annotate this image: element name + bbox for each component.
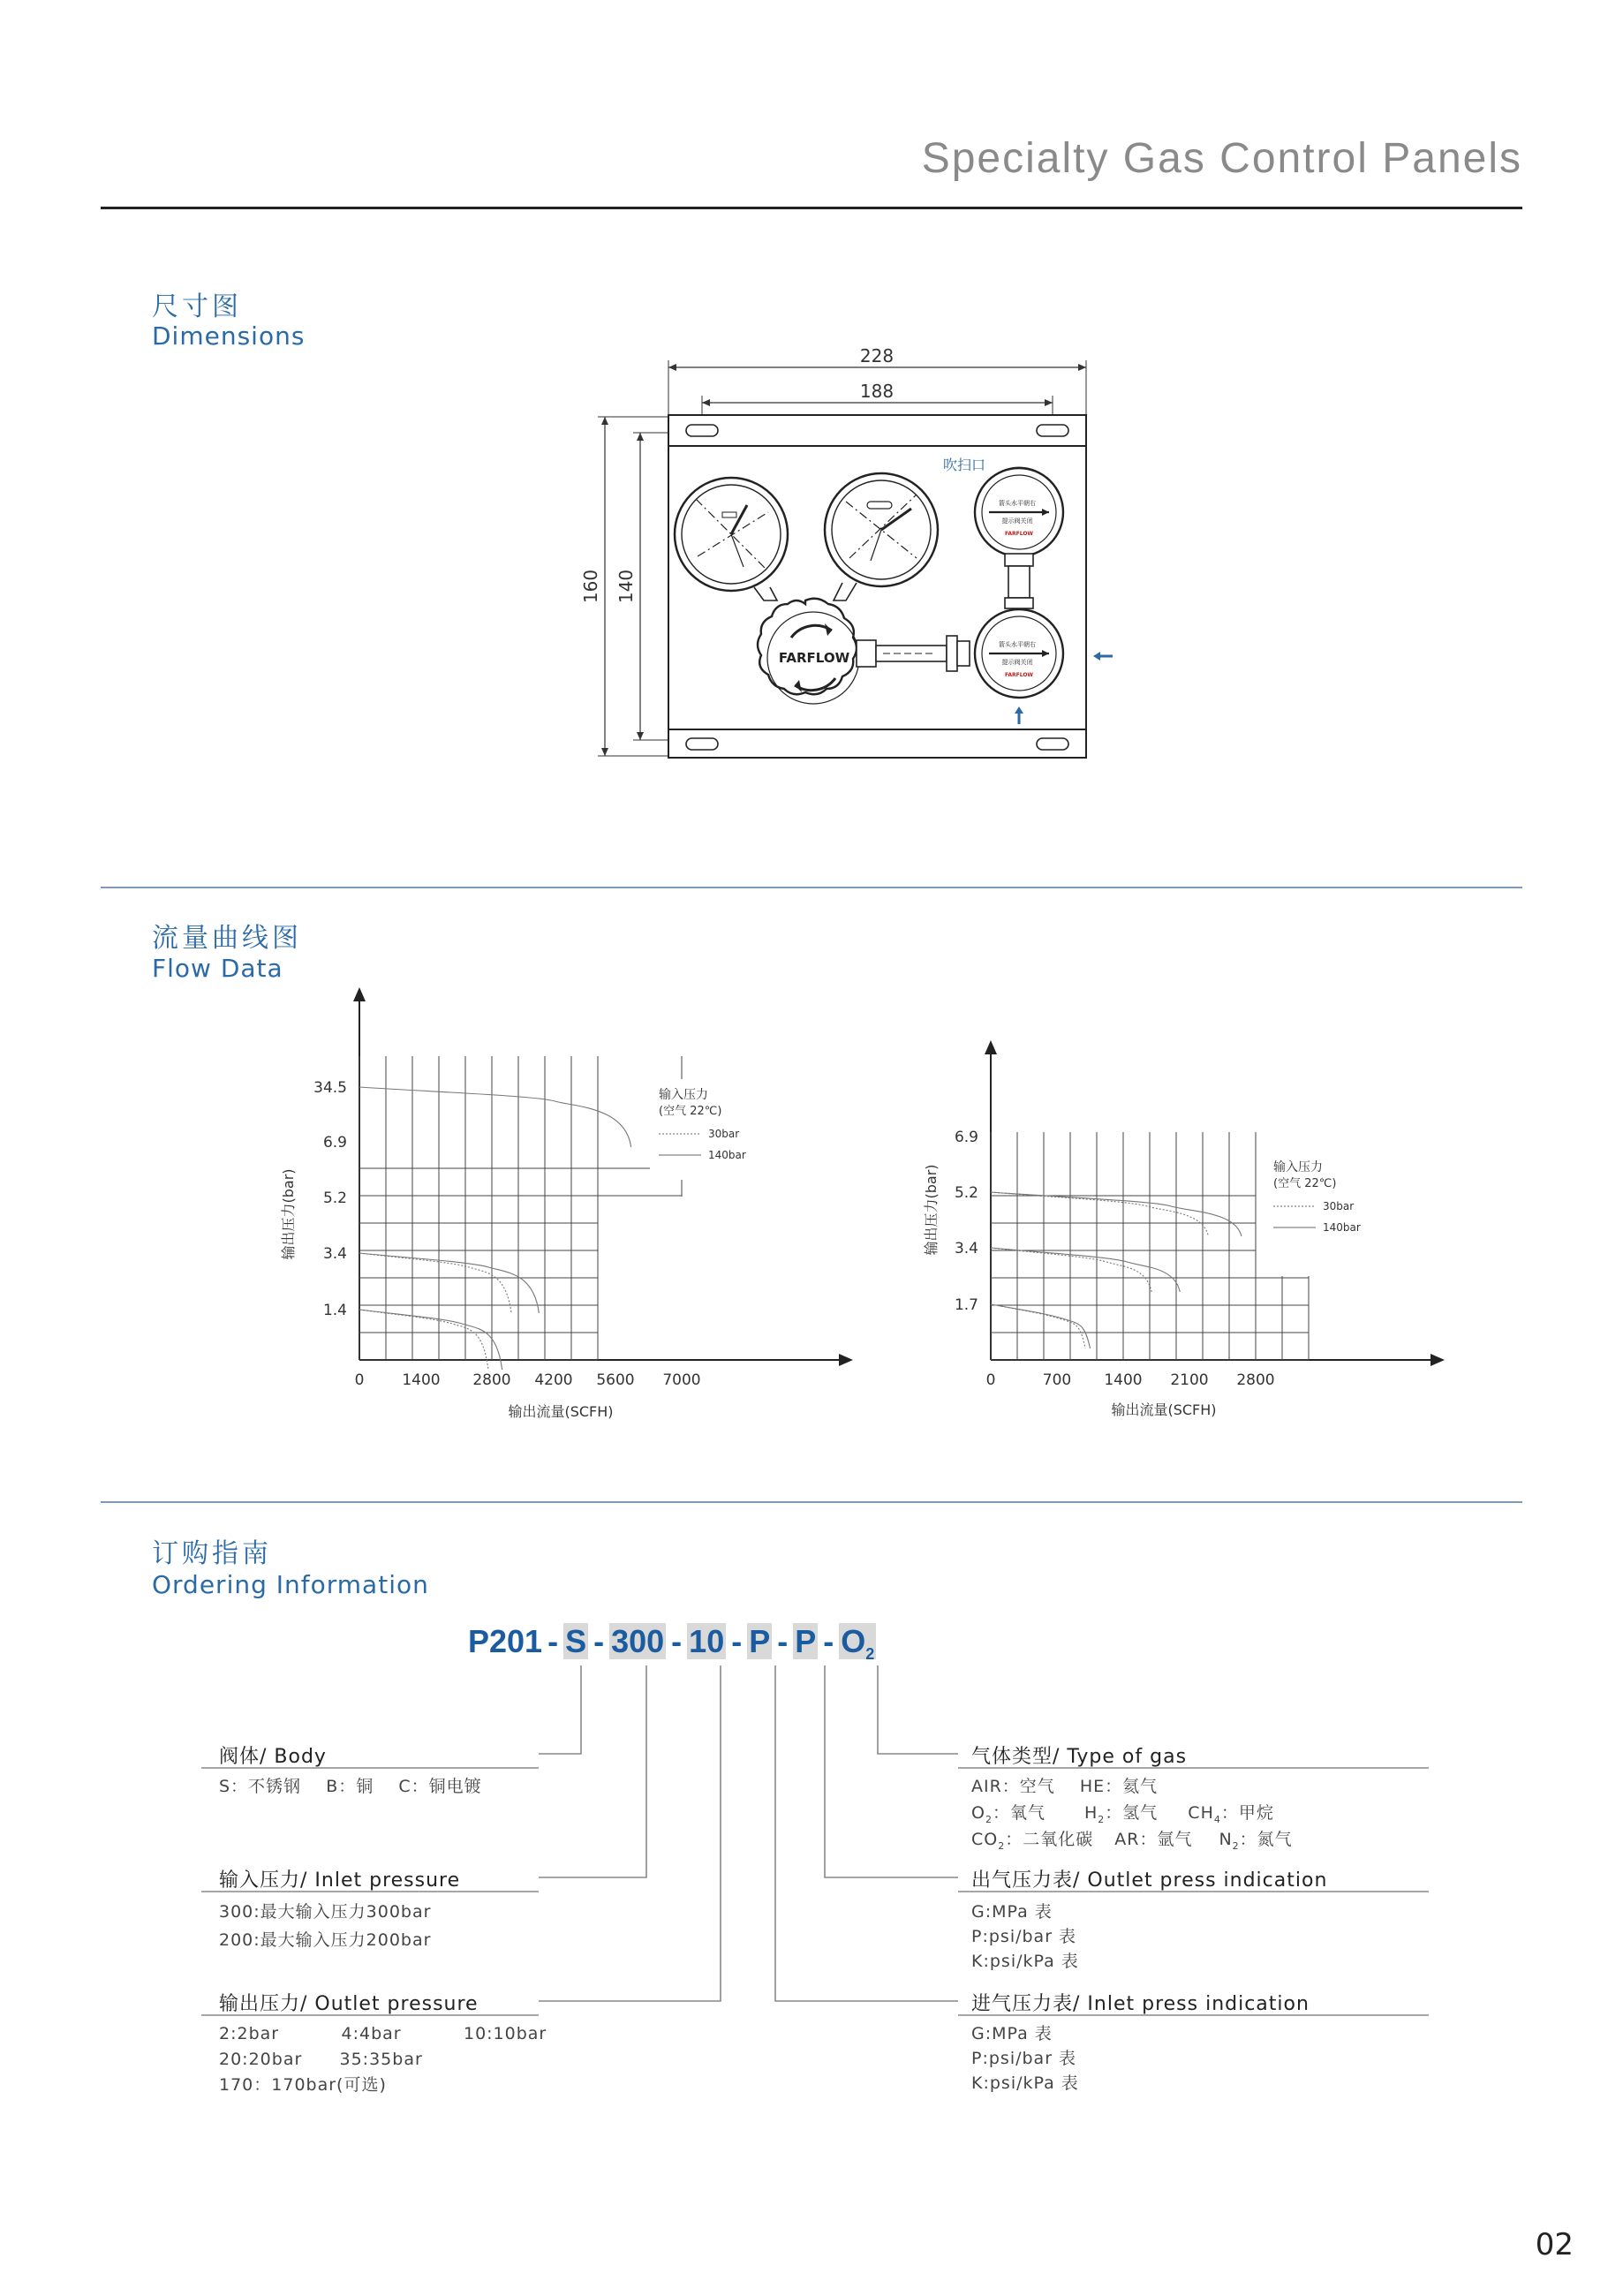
x-tick-label: 4200 bbox=[534, 1371, 573, 1389]
legend-label: 30bar bbox=[708, 1128, 740, 1140]
legend-label: 140bar bbox=[708, 1149, 746, 1161]
inlet-indication-option: G:MPa 表 bbox=[971, 2024, 1053, 2043]
dimensions-title-zh: 尺寸图 bbox=[152, 291, 242, 322]
gas-option: AIR：空气 bbox=[971, 1777, 1055, 1796]
curve-140bar bbox=[359, 1253, 539, 1313]
x-tick-label: 2800 bbox=[472, 1371, 511, 1389]
outlet-indication-option: K:psi/kPa 表 bbox=[971, 1952, 1079, 1971]
order-code bbox=[468, 1623, 876, 1664]
legend-subtitle: (空气 22℃) bbox=[1273, 1177, 1337, 1190]
gas-option: HE：氦气 bbox=[1079, 1777, 1159, 1796]
y-tick-label: 6.9 bbox=[954, 1129, 978, 1146]
x-tick-label: 2800 bbox=[1236, 1371, 1275, 1389]
dim-label-140: 140 bbox=[615, 569, 637, 604]
inlet-gauge bbox=[675, 478, 788, 591]
x-tick-label: 0 bbox=[354, 1371, 365, 1389]
code-inlet-indication: P bbox=[749, 1623, 771, 1659]
y-tick-label: 6.9 bbox=[322, 1134, 347, 1152]
y-axis-label: 输出压力(bar) bbox=[280, 1168, 297, 1260]
y-tick-label: 5.2 bbox=[322, 1190, 347, 1207]
regulator-brand: FARFLOW bbox=[778, 650, 850, 666]
outlet-indication-option: G:MPa 表 bbox=[971, 1902, 1053, 1922]
gas-heading: 气体类型/ Type of gas bbox=[971, 1746, 1188, 1768]
code-inlet: 300 bbox=[611, 1623, 665, 1659]
gas-option: $CO_2$：二氧化碳 bbox=[971, 1830, 1094, 1852]
y-tick-label: 1.7 bbox=[954, 1296, 978, 1314]
y-tick-label: 5.2 bbox=[954, 1184, 978, 1202]
dim-label-188: 188 bbox=[859, 381, 895, 402]
y-axis-arrow-icon bbox=[985, 1040, 997, 1054]
purge-valve-brand: FARFLOW bbox=[1004, 531, 1034, 537]
curve-140bar bbox=[991, 1192, 1242, 1236]
flow-title-en: Flow Data bbox=[152, 954, 283, 983]
gas-option: $O_2$：氧气 bbox=[971, 1803, 1046, 1825]
outlet-option: 2:2bar 4:4bar 10:10bar bbox=[219, 2024, 547, 2043]
inlet-heading: 输入压力/ Inlet pressure bbox=[219, 1869, 461, 1892]
outlet-option: 20:20bar 35:35bar bbox=[219, 2050, 423, 2069]
inlet-option: 300:最大输入压力300bar bbox=[219, 1902, 432, 1922]
x-tick-label: 2100 bbox=[1170, 1371, 1209, 1389]
x-tick-label: 700 bbox=[1042, 1371, 1072, 1389]
inlet-indication-heading: 进气压力表/ Inlet press indication bbox=[971, 1993, 1310, 2015]
x-axis-label: 输出流量(SCFH) bbox=[1111, 1401, 1217, 1418]
outlet-valve-label-2: 提示阀关闭 bbox=[1001, 659, 1033, 666]
y-tick-label: 34.5 bbox=[313, 1079, 347, 1097]
outlet-option: 170：170bar(可选) bbox=[219, 2075, 387, 2095]
curve-140bar bbox=[991, 1304, 1091, 1348]
inlet-option: 200:最大输入压力200bar bbox=[219, 1930, 432, 1950]
body-heading: 阀体/ Body bbox=[219, 1746, 327, 1768]
legend-title: 输入压力 bbox=[659, 1088, 708, 1102]
x-tick-label: 5600 bbox=[596, 1371, 635, 1389]
legend-title: 输入压力 bbox=[1273, 1160, 1323, 1174]
code-outlet: 10 bbox=[689, 1623, 725, 1659]
y-axis-arrow-icon bbox=[353, 987, 366, 1001]
inlet-indication-option: K:psi/kPa 表 bbox=[971, 2073, 1079, 2093]
x-axis-label: 输出流量(SCFH) bbox=[508, 1403, 614, 1420]
dim-label-228: 228 bbox=[859, 345, 895, 366]
purge-valve-label-1: 箭头水平朝右 bbox=[999, 500, 1036, 507]
header-rule bbox=[101, 207, 1522, 209]
x-tick-label: 0 bbox=[985, 1371, 996, 1389]
outlet-valve bbox=[975, 609, 1063, 698]
outlet-indication-heading: 出气压力表/ Outlet press indication bbox=[971, 1869, 1328, 1892]
gas-option: AR：氩气 bbox=[1114, 1830, 1193, 1849]
x-tick-label: 7000 bbox=[662, 1371, 701, 1389]
purge-valve-label-2: 提示阀关闭 bbox=[1001, 517, 1033, 525]
curve-140bar bbox=[991, 1248, 1180, 1292]
body-options: S：不锈钢 B：铜 C：铜电镀 bbox=[219, 1777, 482, 1796]
outlet-valve-label-1: 箭头水平朝右 bbox=[999, 641, 1036, 648]
side-port-arrow-icon bbox=[1093, 652, 1113, 661]
outlet-heading: 输出压力/ Outlet pressure bbox=[219, 1993, 479, 2015]
outlet-gauge bbox=[825, 473, 938, 586]
flow-title-zh: 流量曲线图 bbox=[152, 923, 302, 954]
gas-option: $CH_4$：甲烷 bbox=[1188, 1803, 1274, 1825]
outlet-valve-brand: FARFLOW bbox=[1004, 672, 1034, 678]
code-dash: - bbox=[731, 1623, 743, 1659]
code-gas-symbol: O bbox=[841, 1623, 866, 1659]
x-axis-arrow-icon bbox=[839, 1354, 853, 1366]
inlet-indication-option: P:psi/bar 表 bbox=[971, 2049, 1077, 2068]
gas-option: $H_2$：氢气 bbox=[1083, 1803, 1159, 1825]
code-outlet-indication: P bbox=[795, 1623, 817, 1659]
code-prefix: P201 bbox=[468, 1623, 543, 1659]
code-dash: - bbox=[593, 1623, 605, 1659]
page-number: 02 bbox=[1535, 2227, 1574, 2262]
curve-30bar bbox=[359, 1253, 511, 1313]
code-gas-subscript: 2 bbox=[865, 1645, 875, 1664]
page-title: Specialty Gas Control Panels bbox=[921, 135, 1522, 182]
ordering-title-zh: 订购指南 bbox=[152, 1538, 272, 1569]
y-tick-label: 1.4 bbox=[322, 1302, 347, 1319]
x-tick-label: 1400 bbox=[1104, 1371, 1143, 1389]
x-axis-arrow-icon bbox=[1431, 1354, 1445, 1366]
dimension-drawing bbox=[565, 336, 1113, 777]
legend-label: 30bar bbox=[1323, 1200, 1355, 1212]
dimensions-title-en: Dimensions bbox=[152, 321, 306, 351]
code-body: S bbox=[565, 1623, 587, 1659]
gas-options-row bbox=[971, 1773, 1158, 1800]
flow-chart-1 bbox=[265, 980, 883, 1439]
code-dash: - bbox=[777, 1623, 789, 1659]
curve-140bar bbox=[359, 1087, 631, 1147]
purge-port-label: 吹扫口 bbox=[943, 457, 986, 473]
legend-subtitle: (空气 22℃) bbox=[659, 1105, 722, 1118]
legend-label: 140bar bbox=[1323, 1221, 1361, 1234]
ordering-title-en: Ordering Information bbox=[152, 1570, 429, 1599]
y-tick-label: 3.4 bbox=[322, 1245, 347, 1263]
x-tick-label: 1400 bbox=[402, 1371, 441, 1389]
gas-option: $N_2$：氮气 bbox=[1219, 1830, 1293, 1852]
dim-label-160: 160 bbox=[580, 569, 601, 604]
curve-30bar bbox=[991, 1304, 1085, 1348]
code-gas bbox=[839, 1623, 876, 1664]
outlet-indication-option: P:psi/bar 表 bbox=[971, 1927, 1077, 1946]
section-rule bbox=[101, 887, 1522, 888]
purge-valve bbox=[975, 467, 1063, 556]
gas-options-row bbox=[971, 1826, 1293, 1860]
code-dash: - bbox=[823, 1623, 834, 1659]
y-axis-label: 输出压力(bar) bbox=[923, 1164, 940, 1256]
code-dash: - bbox=[547, 1623, 559, 1659]
flow-chart-2 bbox=[901, 1033, 1492, 1439]
code-dash: - bbox=[671, 1623, 683, 1659]
y-tick-label: 3.4 bbox=[954, 1240, 978, 1258]
section-rule bbox=[101, 1501, 1522, 1503]
